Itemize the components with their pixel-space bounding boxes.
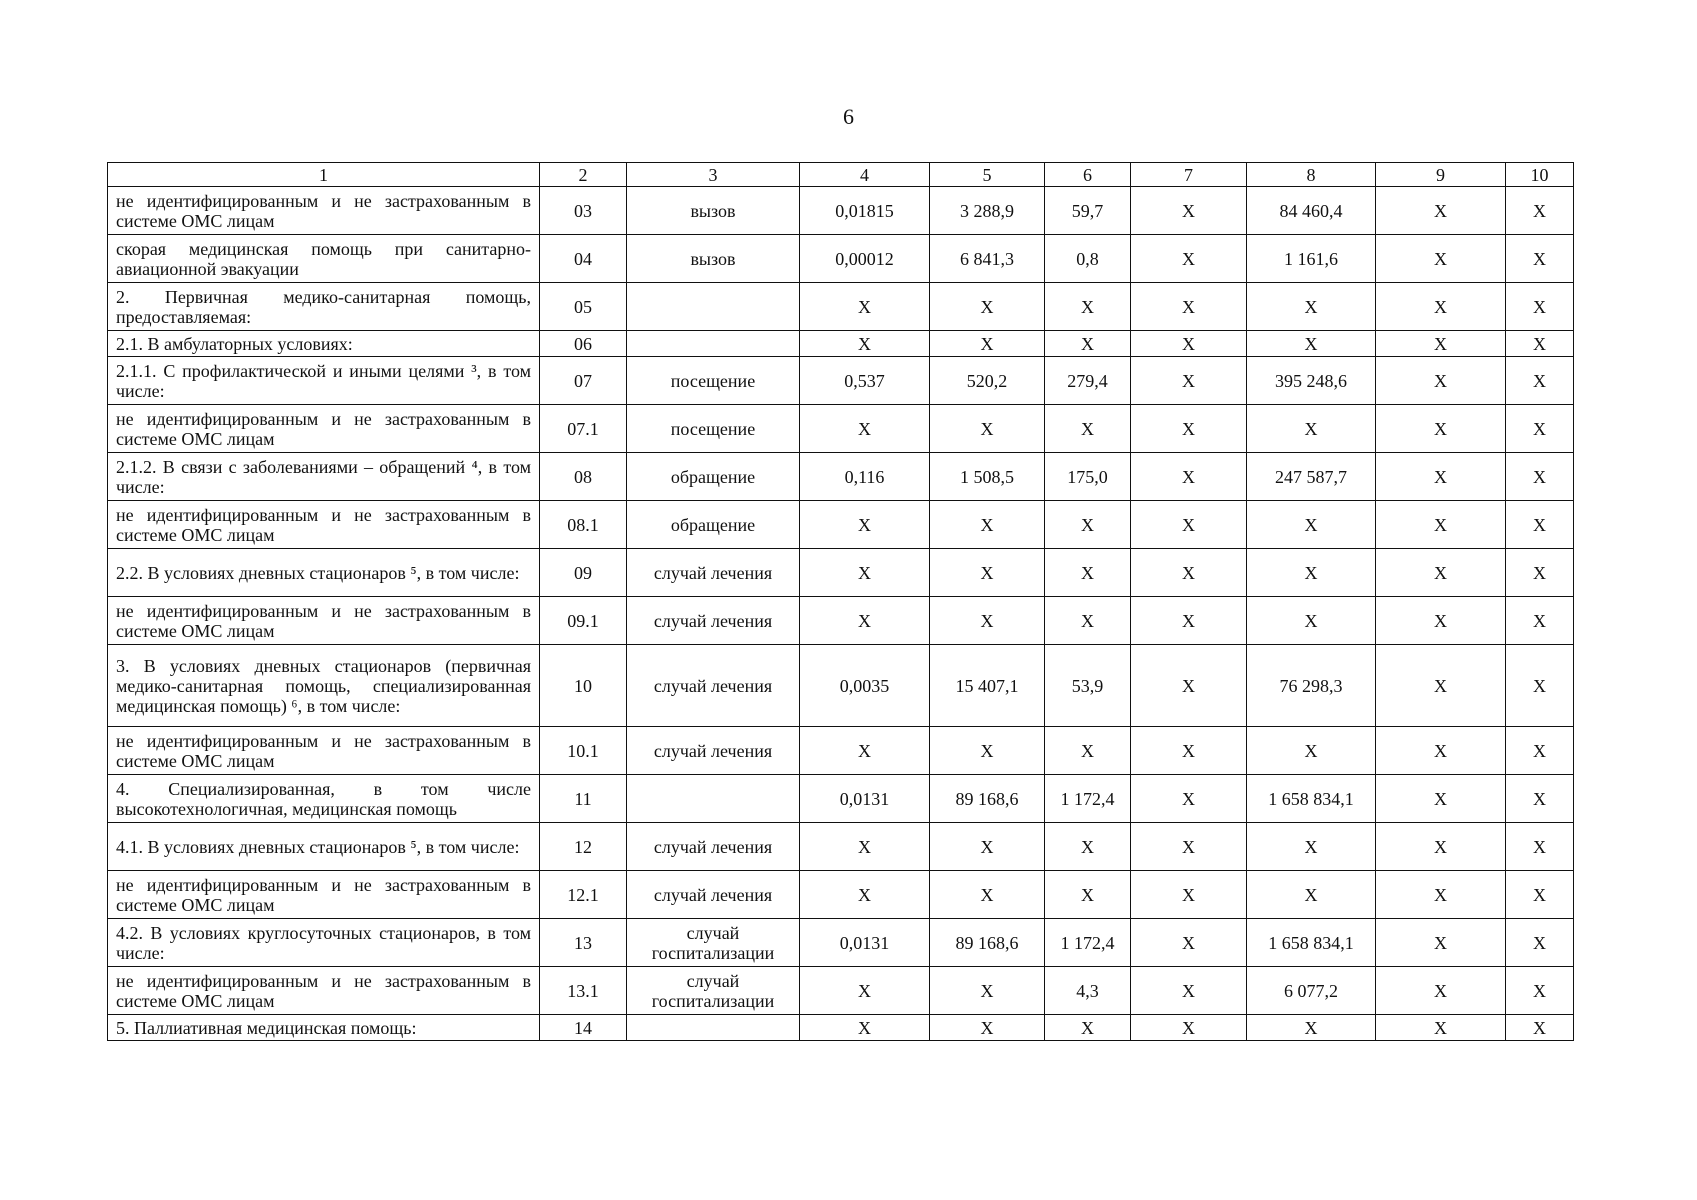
value-col-6: X [1045, 549, 1131, 597]
value-col-10: X [1506, 549, 1574, 597]
row-label: 4.2. В условиях круглосуточных стационаров, в том числе: [108, 919, 540, 967]
row-code: 07 [540, 357, 627, 405]
value-col-10: X [1506, 405, 1574, 453]
value-col-9: X [1376, 727, 1506, 775]
value-col-10: X [1506, 597, 1574, 645]
value-col-6: 4,3 [1045, 967, 1131, 1015]
value-col-10: X [1506, 727, 1574, 775]
table-row [108, 967, 1574, 1015]
value-col-10: X [1506, 775, 1574, 823]
unit-of-measure: случай лечения [627, 727, 800, 775]
unit-of-measure: вызов [627, 235, 800, 283]
row-code: 09 [540, 549, 627, 597]
value-col-9: X [1376, 357, 1506, 405]
value-col-7: X [1131, 453, 1247, 501]
unit-of-measure: случай лечения [627, 823, 800, 871]
value-col-9: X [1376, 235, 1506, 283]
row-code: 12.1 [540, 871, 627, 919]
column-header: 3 [627, 163, 800, 187]
table-row [108, 919, 1574, 967]
value-col-6: X [1045, 283, 1131, 331]
row-label: 2. Первичная медико-санитарная помощь, предоставляемая: [108, 283, 540, 331]
value-col-8: X [1247, 283, 1376, 331]
value-col-7: X [1131, 405, 1247, 453]
value-col-9: X [1376, 919, 1506, 967]
value-col-9: X [1376, 597, 1506, 645]
row-code: 03 [540, 187, 627, 235]
value-col-10: X [1506, 453, 1574, 501]
value-col-7: X [1131, 727, 1247, 775]
value-col-9: X [1376, 453, 1506, 501]
value-col-5: X [930, 871, 1045, 919]
value-col-4: 0,00012 [800, 235, 930, 283]
value-col-10: X [1506, 501, 1574, 549]
value-col-9: X [1376, 775, 1506, 823]
value-col-8: 76 298,3 [1247, 645, 1376, 727]
unit-of-measure: случай лечения [627, 871, 800, 919]
value-col-5: 15 407,1 [930, 645, 1045, 727]
value-col-10: X [1506, 871, 1574, 919]
unit-of-measure: обращение [627, 501, 800, 549]
value-col-6: 279,4 [1045, 357, 1131, 405]
value-col-5: X [930, 405, 1045, 453]
page-number: 6 [843, 104, 854, 129]
row-label: не идентифицированным и не застрахованным в системе ОМС лицам [108, 597, 540, 645]
column-header: 1 [108, 163, 540, 187]
value-col-6: 59,7 [1045, 187, 1131, 235]
value-col-8: X [1247, 331, 1376, 357]
value-col-4: X [800, 597, 930, 645]
table-row [108, 645, 1574, 727]
value-col-9: X [1376, 283, 1506, 331]
unit-of-measure: случай лечения [627, 549, 800, 597]
row-code: 14 [540, 1015, 627, 1041]
unit-of-measure [627, 775, 800, 823]
value-col-8: 247 587,7 [1247, 453, 1376, 501]
value-col-8: 1 658 834,1 [1247, 919, 1376, 967]
row-label: 5. Паллиативная медицинская помощь: [108, 1015, 540, 1041]
value-col-6: X [1045, 597, 1131, 645]
table-row [108, 727, 1574, 775]
value-col-9: X [1376, 645, 1506, 727]
value-col-7: X [1131, 871, 1247, 919]
row-code: 06 [540, 331, 627, 357]
value-col-4: X [800, 871, 930, 919]
value-col-6: X [1045, 727, 1131, 775]
value-col-4: X [800, 967, 930, 1015]
value-col-4: X [800, 283, 930, 331]
value-col-6: X [1045, 823, 1131, 871]
value-col-8: X [1247, 871, 1376, 919]
value-col-10: X [1506, 283, 1574, 331]
table-row [108, 823, 1574, 871]
row-label: не идентифицированным и не застрахованным в системе ОМС лицам [108, 187, 540, 235]
value-col-6: X [1045, 1015, 1131, 1041]
row-label: не идентифицированным и не застрахованным в системе ОМС лицам [108, 405, 540, 453]
value-col-5: X [930, 283, 1045, 331]
value-col-7: X [1131, 549, 1247, 597]
row-label: 2.2. В условиях дневных стационаров ⁵, в том числе: [108, 549, 540, 597]
value-col-9: X [1376, 1015, 1506, 1041]
value-col-5: 89 168,6 [930, 919, 1045, 967]
row-code: 13 [540, 919, 627, 967]
value-col-9: X [1376, 967, 1506, 1015]
value-col-4: X [800, 823, 930, 871]
value-col-6: 53,9 [1045, 645, 1131, 727]
value-col-4: 0,116 [800, 453, 930, 501]
table-row [108, 357, 1574, 405]
value-col-8: X [1247, 597, 1376, 645]
value-col-7: X [1131, 331, 1247, 357]
data-table [107, 162, 1574, 1041]
table-row [108, 871, 1574, 919]
value-col-7: X [1131, 967, 1247, 1015]
value-col-5: X [930, 1015, 1045, 1041]
value-col-8: 395 248,6 [1247, 357, 1376, 405]
row-code: 10.1 [540, 727, 627, 775]
table-row [108, 283, 1574, 331]
value-col-5: X [930, 501, 1045, 549]
table-row [108, 331, 1574, 357]
value-col-4: 0,01815 [800, 187, 930, 235]
column-header: 2 [540, 163, 627, 187]
value-col-4: 0,0131 [800, 919, 930, 967]
value-col-8: 6 077,2 [1247, 967, 1376, 1015]
unit-of-measure: обращение [627, 453, 800, 501]
column-header: 8 [1247, 163, 1376, 187]
value-col-7: X [1131, 1015, 1247, 1041]
table-row [108, 453, 1574, 501]
row-label: не идентифицированным и не застрахованным в системе ОМС лицам [108, 501, 540, 549]
column-header: 6 [1045, 163, 1131, 187]
value-col-7: X [1131, 919, 1247, 967]
value-col-9: X [1376, 871, 1506, 919]
value-col-5: X [930, 823, 1045, 871]
value-col-5: X [930, 549, 1045, 597]
column-header: 7 [1131, 163, 1247, 187]
row-code: 08.1 [540, 501, 627, 549]
value-col-9: X [1376, 187, 1506, 235]
value-col-8: X [1247, 823, 1376, 871]
value-col-8: X [1247, 1015, 1376, 1041]
row-label: 2.1. В амбулаторных условиях: [108, 331, 540, 357]
unit-of-measure: вызов [627, 187, 800, 235]
column-header: 5 [930, 163, 1045, 187]
value-col-8: 1 658 834,1 [1247, 775, 1376, 823]
unit-of-measure: случай лечения [627, 645, 800, 727]
table-row [108, 501, 1574, 549]
value-col-5: X [930, 967, 1045, 1015]
column-header: 9 [1376, 163, 1506, 187]
value-col-6: 0,8 [1045, 235, 1131, 283]
column-number-header [108, 163, 1574, 187]
value-col-6: X [1045, 501, 1131, 549]
value-col-10: X [1506, 331, 1574, 357]
value-col-9: X [1376, 405, 1506, 453]
value-col-4: X [800, 727, 930, 775]
row-label: 2.1.2. В связи с заболеваниями – обращений ⁴, в том числе: [108, 453, 540, 501]
unit-of-measure: случай госпитализации [627, 967, 800, 1015]
value-col-7: X [1131, 597, 1247, 645]
value-col-4: 0,0035 [800, 645, 930, 727]
value-col-10: X [1506, 967, 1574, 1015]
row-code: 05 [540, 283, 627, 331]
value-col-4: X [800, 549, 930, 597]
value-col-6: X [1045, 405, 1131, 453]
value-col-8: 1 161,6 [1247, 235, 1376, 283]
unit-of-measure: случай лечения [627, 597, 800, 645]
row-code: 09.1 [540, 597, 627, 645]
value-col-9: X [1376, 823, 1506, 871]
table-row [108, 405, 1574, 453]
value-col-4: X [800, 331, 930, 357]
value-col-8: 84 460,4 [1247, 187, 1376, 235]
value-col-9: X [1376, 549, 1506, 597]
row-label: 4. Специализированная, в том числе высокотехнологичная, медицинская помощь [108, 775, 540, 823]
value-col-5: 6 841,3 [930, 235, 1045, 283]
value-col-9: X [1376, 501, 1506, 549]
value-col-5: 89 168,6 [930, 775, 1045, 823]
unit-of-measure: случай госпитализации [627, 919, 800, 967]
row-code: 13.1 [540, 967, 627, 1015]
value-col-10: X [1506, 235, 1574, 283]
value-col-7: X [1131, 501, 1247, 549]
row-code: 08 [540, 453, 627, 501]
value-col-10: X [1506, 1015, 1574, 1041]
value-col-10: X [1506, 823, 1574, 871]
unit-of-measure [627, 331, 800, 357]
value-col-4: X [800, 1015, 930, 1041]
value-col-8: X [1247, 501, 1376, 549]
value-col-5: 3 288,9 [930, 187, 1045, 235]
unit-of-measure [627, 283, 800, 331]
value-col-5: 1 508,5 [930, 453, 1045, 501]
value-col-7: X [1131, 823, 1247, 871]
row-code: 04 [540, 235, 627, 283]
value-col-10: X [1506, 357, 1574, 405]
row-code: 10 [540, 645, 627, 727]
row-label: не идентифицированным и не застрахованным в системе ОМС лицам [108, 967, 540, 1015]
value-col-7: X [1131, 775, 1247, 823]
value-col-6: 1 172,4 [1045, 775, 1131, 823]
value-col-9: X [1376, 331, 1506, 357]
row-label: 4.1. В условиях дневных стационаров ⁵, в том числе: [108, 823, 540, 871]
value-col-7: X [1131, 357, 1247, 405]
value-col-4: 0,537 [800, 357, 930, 405]
row-label: 2.1.1. С профилактической и иными целями ³, в том числе: [108, 357, 540, 405]
table-row [108, 235, 1574, 283]
value-col-6: 1 172,4 [1045, 919, 1131, 967]
value-col-10: X [1506, 919, 1574, 967]
row-label: не идентифицированным и не застрахованным в системе ОМС лицам [108, 727, 540, 775]
table-row [108, 187, 1574, 235]
row-label: скорая медицинская помощь при санитарно-авиационной эвакуации [108, 235, 540, 283]
unit-of-measure: посещение [627, 405, 800, 453]
column-header: 4 [800, 163, 930, 187]
column-header: 10 [1506, 163, 1574, 187]
row-code: 11 [540, 775, 627, 823]
value-col-7: X [1131, 645, 1247, 727]
table-row [108, 775, 1574, 823]
value-col-6: 175,0 [1045, 453, 1131, 501]
value-col-5: X [930, 727, 1045, 775]
value-col-6: X [1045, 871, 1131, 919]
value-col-5: X [930, 331, 1045, 357]
value-col-6: X [1045, 331, 1131, 357]
value-col-10: X [1506, 187, 1574, 235]
value-col-4: X [800, 405, 930, 453]
value-col-7: X [1131, 235, 1247, 283]
table-row [108, 597, 1574, 645]
value-col-5: 520,2 [930, 357, 1045, 405]
value-col-4: X [800, 501, 930, 549]
value-col-8: X [1247, 549, 1376, 597]
unit-of-measure: посещение [627, 357, 800, 405]
unit-of-measure [627, 1015, 800, 1041]
value-col-8: X [1247, 405, 1376, 453]
table-row [108, 549, 1574, 597]
table-row [108, 1015, 1574, 1041]
value-col-7: X [1131, 283, 1247, 331]
value-col-7: X [1131, 187, 1247, 235]
value-col-10: X [1506, 645, 1574, 727]
row-code: 07.1 [540, 405, 627, 453]
value-col-8: X [1247, 727, 1376, 775]
row-label: 3. В условиях дневных стационаров (первичная медико-санитарная помощь, специализированная медицинская помощь) ⁶, в том числе: [108, 645, 540, 727]
row-code: 12 [540, 823, 627, 871]
row-label: не идентифицированным и не застрахованным в системе ОМС лицам [108, 871, 540, 919]
value-col-4: 0,0131 [800, 775, 930, 823]
value-col-5: X [930, 597, 1045, 645]
